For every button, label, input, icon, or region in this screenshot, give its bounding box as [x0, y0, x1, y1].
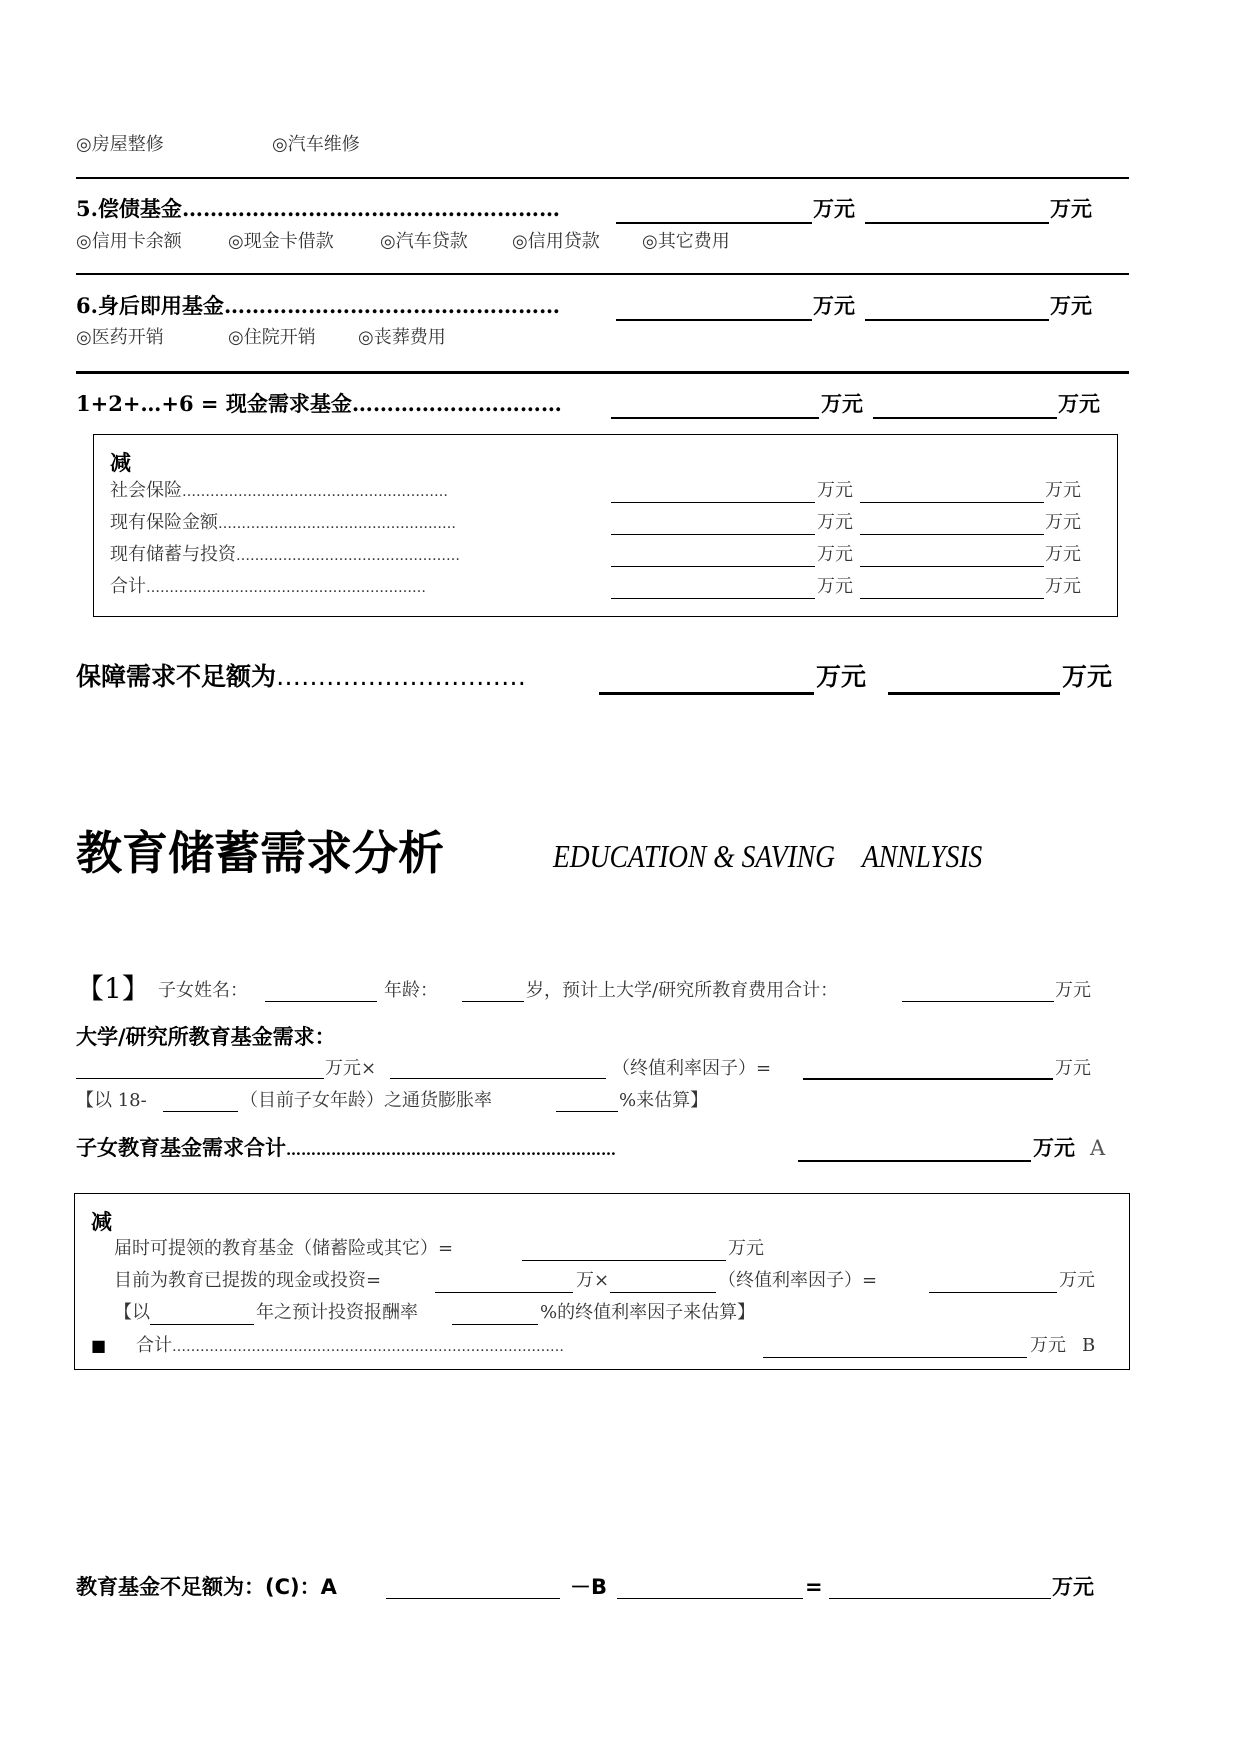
leader-dots: ………………………… [351, 391, 562, 416]
row-label: 现有保险金额 [110, 512, 218, 533]
education-cost-total-field[interactable] [902, 1001, 1054, 1002]
deduction-row-label [110, 512, 456, 535]
marker-b: B [1082, 1335, 1096, 1356]
deduction-total-amount2-field[interactable] [860, 598, 1044, 599]
protection-shortfall-amount2-field[interactable] [888, 692, 1060, 695]
education-deduction-total-title [136, 1335, 564, 1358]
leader-dots: ………………………………………………………………………… [172, 1339, 564, 1355]
section6-title [76, 293, 560, 319]
divider [76, 371, 1129, 374]
existing-insurance-amount2-field[interactable] [860, 534, 1044, 535]
fv-factor-field[interactable] [390, 1078, 606, 1079]
savings-investment-amount1-field[interactable] [611, 566, 815, 567]
education-title-en: EDUCATION & SAVING ANNLYSIS [553, 838, 983, 874]
education-total-need-title [76, 1135, 616, 1163]
cash-need-amount1-field[interactable] [611, 417, 819, 419]
section5-item: ◎汽车贷款 [380, 231, 468, 252]
section5-item: ◎信用卡余额 [76, 231, 182, 252]
leader-dots: …………………………………………… [218, 516, 456, 532]
child-age-label: 年龄： [384, 980, 438, 1001]
unit-label: 万元 [816, 662, 867, 691]
leader-dots: …………………………………………………… [146, 580, 426, 596]
unit-label: 万元 [1052, 1575, 1094, 1599]
inflation-note-middle: （目前子女年龄）之通货膨胀率 [240, 1090, 492, 1111]
row-label: 社会保险 [110, 480, 182, 501]
investment-years-field[interactable] [150, 1324, 254, 1325]
section4-item-car-repair: ◎汽车维修 [272, 134, 360, 155]
return-note-middle: 年之预计投资报酬率 [256, 1302, 418, 1323]
unit-label: 万元 [817, 576, 853, 597]
section5-item: ◎其它费用 [642, 231, 730, 252]
unit-label: 万元 [1045, 544, 1081, 565]
unit-label: 万元 [817, 544, 853, 565]
protection-shortfall-label: 保障需求不足额为 [76, 662, 277, 691]
fund-need-heading: 大学/研究所教育基金需求： [76, 1024, 336, 1049]
wan-times-label: 万× [576, 1270, 610, 1291]
section6-item: ◎医药开销 [76, 327, 164, 348]
education-deduction-total-field[interactable] [763, 1357, 1027, 1358]
deduction-row-label [110, 480, 448, 503]
fund-need-result-field[interactable] [803, 1078, 1053, 1080]
section5-item: ◎现金卡借款 [228, 231, 334, 252]
unit-label: 万元 [1050, 293, 1092, 318]
child-name-label: 子女姓名： [158, 980, 248, 1001]
section6-amount1-field[interactable] [616, 319, 812, 321]
unit-label: 万元 [1055, 980, 1091, 1001]
unit-label: 万元 [821, 391, 863, 416]
leader-dots: ………………………………………… [223, 293, 560, 318]
return-note-suffix: %的终值利率因子来估算】 [540, 1302, 756, 1323]
unit-label: 万元 [1050, 196, 1092, 221]
shortfall-a-field[interactable] [386, 1598, 560, 1599]
section5-item: ◎信用贷款 [512, 231, 600, 252]
child-name-field[interactable] [265, 1001, 377, 1002]
shortfall-c-field[interactable] [829, 1598, 1051, 1599]
allocated-cash-field[interactable] [435, 1292, 573, 1293]
cash-need-amount2-field[interactable] [873, 417, 1057, 419]
fund-base-amount-field[interactable] [76, 1078, 324, 1079]
leader-dots: ……………………………………………… [181, 196, 560, 221]
allocated-result-field[interactable] [929, 1292, 1057, 1293]
child-age-field[interactable] [462, 1001, 524, 1002]
protection-shortfall-amount1-field[interactable] [599, 692, 814, 695]
divider [76, 177, 1129, 179]
unit-label: 万元 [813, 196, 855, 221]
education-deduction-heading: 减 [91, 1210, 112, 1234]
education-title-cn: 教育储蓄需求分析 [76, 826, 444, 880]
deduction-row-label [110, 544, 460, 567]
unit-label: 万元 [813, 293, 855, 318]
child-age-unit-label: 岁，预计上大学/研究所教育费用合计： [526, 980, 839, 1001]
bullet-square-icon: ■ [91, 1336, 107, 1355]
deduction-total-amount1-field[interactable] [611, 598, 815, 599]
unit-label: 万元 [1033, 1135, 1075, 1160]
row-label: 合计 [110, 576, 146, 597]
child-index: 【1】 [76, 972, 150, 1005]
inflation-rate-field[interactable] [556, 1111, 618, 1112]
unit-label: 万元 [1058, 391, 1100, 416]
section6-amount2-field[interactable] [865, 319, 1049, 321]
unit-label: 万元 [728, 1238, 764, 1259]
education-total-need-label: 子女教育基金需求合计 [76, 1135, 286, 1160]
allocated-cash-label: 目前为教育已提拨的现金或投资= [114, 1270, 382, 1291]
section5-label: 5.偿债基金 [76, 196, 182, 221]
unit-label: 万元 [1045, 480, 1081, 501]
leader-dots: ………………………………………………………… [286, 1141, 616, 1159]
unit-label: 万元 [817, 512, 853, 533]
cash-need-total-title [76, 391, 562, 417]
leader-dots: ………………………………………… [236, 548, 460, 564]
unit-label: 万元 [1055, 1058, 1091, 1079]
education-shortfall-label: 教育基金不足额为：(C)：A [76, 1575, 337, 1599]
shortfall-b-field[interactable] [617, 1598, 803, 1599]
return-note-prefix: 【以 [114, 1302, 150, 1323]
deduction-heading: 减 [110, 451, 131, 475]
protection-shortfall-title [76, 662, 526, 692]
unit-label: 万元 [1059, 1270, 1095, 1291]
divider [76, 273, 1129, 275]
social-insurance-amount1-field[interactable] [611, 502, 815, 503]
unit-label: 万元 [1045, 576, 1081, 597]
minus-b-label: －B [570, 1575, 608, 1599]
fv-factor-label: （终值利率因子）= [612, 1058, 772, 1079]
section5-title [76, 196, 560, 222]
section5-amount2-field[interactable] [865, 222, 1049, 224]
deduction-row-label [110, 576, 426, 599]
fv-factor-label: （终值利率因子）= [718, 1270, 878, 1291]
marker-a: A [1090, 1136, 1106, 1160]
inflation-note-prefix: 【以 18- [76, 1090, 147, 1111]
return-rate-field[interactable] [452, 1324, 538, 1325]
unit-label: 万元 [1045, 512, 1081, 533]
unit-label: 万元 [1062, 662, 1113, 691]
social-insurance-amount2-field[interactable] [860, 502, 1044, 503]
withdrawable-fund-field[interactable] [522, 1260, 726, 1261]
section6-label: 6.身后即用基金 [76, 293, 224, 318]
section6-item: ◎住院开销 [228, 327, 316, 348]
section5-amount1-field[interactable] [616, 222, 812, 224]
cash-need-total-label: 1+2+…+6 = 现金需求基金 [76, 391, 352, 416]
inflation-note-suffix: %来估算】 [619, 1090, 709, 1111]
unit-label: 万元 [1030, 1335, 1066, 1356]
unit-label: 万元 [817, 480, 853, 501]
withdrawable-fund-label: 届时可提领的教育基金（储蓄险或其它）= [114, 1238, 454, 1259]
education-deduction-total-label: 合计 [136, 1335, 172, 1356]
savings-investment-amount2-field[interactable] [860, 566, 1044, 567]
section6-item: ◎丧葬费用 [358, 327, 446, 348]
leader-dots: ………………………………………………… [182, 484, 448, 500]
row-label: 现有储蓄与投资 [110, 544, 236, 565]
unit-times-label: 万元× [325, 1058, 377, 1079]
education-total-need-field[interactable] [798, 1160, 1031, 1162]
existing-insurance-amount1-field[interactable] [611, 534, 815, 535]
leader-dots: ………………………… [276, 662, 527, 691]
section4-item-house-repair: ◎房屋整修 [76, 134, 164, 155]
allocated-fv-factor-field[interactable] [610, 1292, 716, 1293]
equals-label: = [805, 1575, 823, 1599]
years-to-18-field[interactable] [163, 1111, 238, 1112]
